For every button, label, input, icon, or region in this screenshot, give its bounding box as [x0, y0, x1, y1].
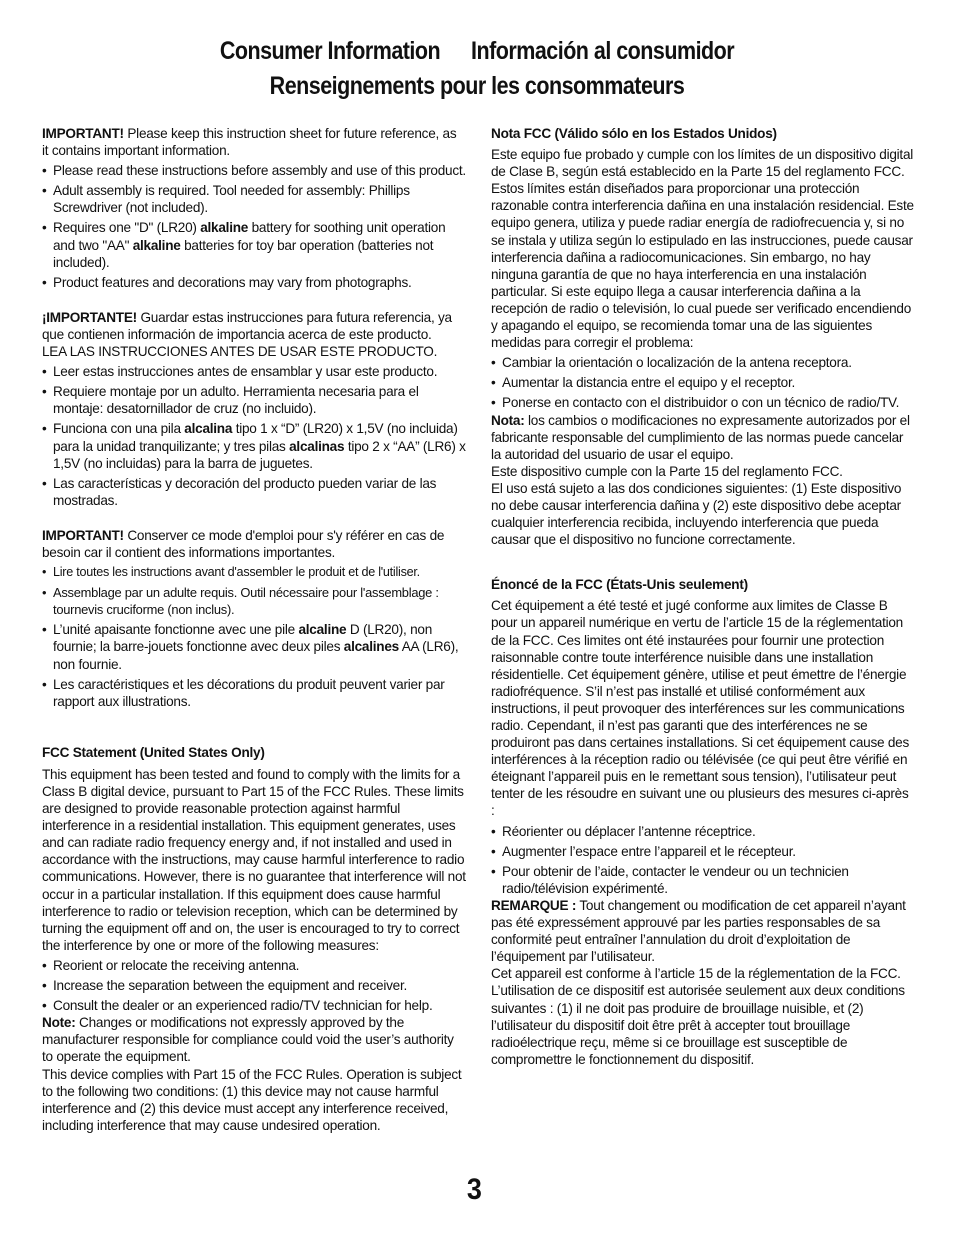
es-important-text: Guardar estas instrucciones para futura referencia, ya que contienen información de importancia acerca de este producto. [42, 309, 452, 342]
battery-text: D (LR20), non fournie; la barre-jouets fonctionne avec deux piles [53, 622, 432, 655]
list-item: • Leer estas instrucciones antes de ensamblar y usar este producto. [42, 363, 466, 380]
battery-text: tipo 1 x “D” (LR20) x 1,5V (no incluida) para la unidad tranquilizante; y tres pilas [53, 421, 458, 454]
es-important-label: ¡IMPORTANTE! [42, 309, 137, 325]
battery-text: AA (LR6), non fournie. [53, 639, 459, 672]
list-item [42, 420, 466, 471]
es-bullet-list [42, 363, 466, 509]
fr-fcc-part15: Cet appareil est conforme à l’article 15 de la réglementation de la FCC. L’utilisation de ce dispositif est autorisée seulement aux deux conditions suivantes : (1) il ne doit pas produire de brouillage nuisible, et (2) l’utilisateur du dispositif doit être prêt à accepter tout brouillage radioélectrique reçu, même si ce brouillage est susceptible de compromettre le fonctionnement du dispositif. [491, 966, 905, 1067]
list-item: • Pour obtenir de l’aide, contacter le vendeur ou un technicien radio/télévision expérimenté. [491, 863, 915, 897]
battery-bold: alcaline [298, 622, 347, 638]
list-item: • Las características y decoración del producto pueden variar de las mostradas. [42, 475, 466, 509]
es-fcc-heading: Nota FCC (Válido sólo en los Estados Unidos) [491, 126, 777, 141]
list-item: • Product features and decorations may vary from photographs. [42, 274, 466, 291]
fcc-heading: FCC Statement (United States Only) [42, 744, 265, 760]
list-item: • Requiere montaje por un adulto. Herramienta necesaria para el montaje: desatornillador de cruz (no incluido). [42, 383, 466, 417]
list-item: • Aumentar la distancia entre el equipo y el receptor. [491, 374, 915, 391]
fr-bullet-list [42, 564, 466, 710]
es-fcc-note-label: Nota: [491, 412, 525, 428]
battery-text: Funciona con una pila [53, 421, 185, 437]
fcc-body: This equipment has been tested and found to comply with the limits for a Class B digital device, pursuant to Part 15 of the FCC Rules. These limits are designed to provide reasonable protection against harmful interference in a residential installation. This equipment generates, uses and can radiate radio frequency energy and, if not installed and used in accordance with the instructions, may cause harmful interference to radio communications. However, there is no guarantee that interference will not occur in a particular installation. If this equipment does cause harmful interference to radio or television reception, which can be determined by turning the equipment off and on, the user is encouraged to try to correct the interference by one or more of the following measures: [42, 766, 466, 953]
left-column [42, 125, 466, 1134]
list-item: • Reorient or relocate the receiving antenna. [42, 957, 466, 974]
list-item: • Lire toutes les instructions avant d'assembler le produit et de l'utiliser. [42, 564, 466, 581]
fr-fcc-note-text: Tout changement ou modification de cet appareil n’ayant pas été expressément approuvé par les parties responsables de sa conformité peut entraîner l’annulation du droit d’exploitation de l’équipement par l’utilisateur. [491, 897, 906, 965]
battery-text: tipo 2 x “AA” (LR6) x 1,5V (no incluidas) para la barra de juguetes. [53, 438, 466, 471]
page-title-line2: Renseignements pour les consommateurs [269, 72, 685, 100]
fcc-note-text: Changes or modifications not expressly approved by the manufacturer responsible for compliance could void the user’s authority to operate the equipment. [42, 1015, 454, 1065]
fr-important-label: IMPORTANT! [42, 527, 124, 543]
fr-fcc-heading: Énoncé de la FCC (États-Unis seulement) [491, 577, 748, 593]
battery-text: L’unité apaisante fonctionne avec une pile [53, 622, 299, 638]
es-fcc-part15 [491, 463, 915, 548]
fcc-note [42, 1014, 466, 1065]
es-fcc-bullet-list [491, 354, 915, 411]
list-item [42, 219, 466, 270]
battery-bold: alcalinas [289, 438, 345, 454]
fr-fcc-body: Cet équipement a été testé et jugé conforme aux limites de Classe B pour un appareil numérique en vertu de l’article 15 de la réglementation de la FCC. Ces limites ont été instaurées pour fournir une protection raisonnable contre toute interférence nuisible dans une installation résidentielle. Cet équipement génère, utilise et peut émettre de l’énergie radiofréquence. S’il n’est pas installé et utilisé conformément aux instructions, il peut provoquer des interférences sur les communications radio. Cependant, il n’est pas garanti que des interférences ne se produiront pas dans certaines installations. Si cet équipement cause des interférences à la réception radio ou télévisée (ce qui peut être vérifié en éteignant l’appareil puis en le remettant sous tension), l’utilisateur peut tenter de les résoudre en suivant une ou plusieurs des mesures ci-après : [491, 598, 910, 819]
en-important-paragraph [42, 125, 466, 159]
fr-fcc-note-label: REMARQUE : [491, 897, 577, 913]
es-fcc-note [491, 412, 915, 463]
battery-bold: alkaline [200, 220, 249, 236]
page-number: 3 [466, 1173, 482, 1206]
fr-important-paragraph [42, 527, 466, 561]
list-item: • Ponerse en contacto con el distribuidor o con un técnico de radio/TV. [491, 394, 915, 411]
battery-text: Requires one "D" (LR20) [53, 220, 201, 236]
list-item [42, 621, 466, 672]
list-item: • Cambiar la orientación o localización de la antena receptora. [491, 354, 915, 371]
page-title-line1 [67, 37, 887, 66]
en-bullet-list [42, 162, 466, 291]
fcc-note-label: Note: [42, 1015, 76, 1031]
right-column [491, 125, 915, 1068]
list-item: • Consult the dealer or an experienced radio/TV technician for help. [42, 997, 466, 1014]
title-english: Consumer Information [219, 37, 441, 65]
es-caps-notice: LEA LAS INSTRUCCIONES ANTES DE USAR ESTE PRODUCTO. [42, 344, 438, 360]
es-fcc-part15-line: Este dispositivo cumple con la Parte 15 del reglamento FCC. [491, 463, 843, 479]
list-item: • Increase the separation between the equipment and receiver. [42, 977, 466, 994]
es-fcc-part15-conditions: El uso está sujeto a las dos condiciones siguientes: (1) Este dispositivo no debe causar interferencia dañina y (2) este dispositivo debe aceptar cualquier interferencia recibida, incluyendo interferencia que pueda causar que el dispositivo no funcione correctamente. [491, 480, 902, 548]
fcc-bullet-list [42, 957, 466, 1014]
list-item: • Réorienter ou déplacer l’antenne réceptrice. [491, 823, 915, 840]
list-item: • Augmenter l’espace entre l’appareil et le récepteur. [491, 843, 915, 860]
en-important-text: Please keep this instruction sheet for future reference, as it contains important information. [42, 126, 457, 159]
fr-fcc-bullet-list [491, 823, 915, 897]
battery-bold: alcalina [184, 421, 233, 437]
battery-bold: alkaline [132, 237, 181, 253]
es-fcc-body: Este equipo fue probado y cumple con los límites de un dispositivo digital de Clase B, según está establecido en la Parte 15 del reglamento FCC. Estos límites están diseñados para proporcionar una protección razonable contra interferencia dañina en una instalación residencial. Este equipo genera, utiliza y puede radiar energía de radiofrecuencia y, si no se instala y utiliza según lo estipulado en las instrucciones, puede causar interferencia dañina a radiocomunicaciones. Sin embargo, no hay ninguna garantía de que no haya interferencia en una instalación particular. Si este equipo llega a causar interferencia dañina a la recepción de radio o televisión, lo cual puede ser verificado encendiendo y apagando el equipo, se recomienda tomar una de las siguientes medidas para corregir el problema: [491, 147, 914, 351]
list-item: • Assemblage par un adulte requis. Outil nécessaire pour l'assemblage : tournevis cruciforme (non inclus). [42, 584, 466, 618]
es-important-paragraph [42, 309, 466, 360]
fr-important-text: Conserver ce mode d'emploi pour s'y référer en cas de besoin car il contient des informations importantes. [42, 527, 445, 560]
list-item: • Adult assembly is required. Tool needed for assembly: Phillips Screwdriver (not included). [42, 182, 466, 216]
list-item: • Please read these instructions before assembly and use of this product. [42, 162, 466, 179]
fr-fcc-note [491, 897, 915, 965]
title-spanish: Información al consumidor [471, 37, 735, 65]
battery-bold: alcalines [343, 639, 399, 655]
battery-text: batteries for toy bar operation (batteries not included). [53, 237, 434, 270]
battery-text: battery for soothing unit operation and two "AA" [53, 220, 446, 253]
es-fcc-note-text: los cambios o modificaciones no expresamente autorizados por el fabricante responsable del cumplimiento de las normas puede cancelar la autoridad del usuario de usar el equipo. [491, 412, 910, 462]
list-item: • Les caractéristiques et les décorations du produit peuvent varier par rapport aux illustrations. [42, 676, 466, 710]
en-important-label: IMPORTANT! [42, 126, 124, 141]
fcc-part15: This device complies with Part 15 of the FCC Rules. Operation is subject to the following two conditions: (1) this device may not cause harmful interference and (2) this device must accept any interference received, including interference that may cause undesired operation. [42, 1066, 462, 1133]
